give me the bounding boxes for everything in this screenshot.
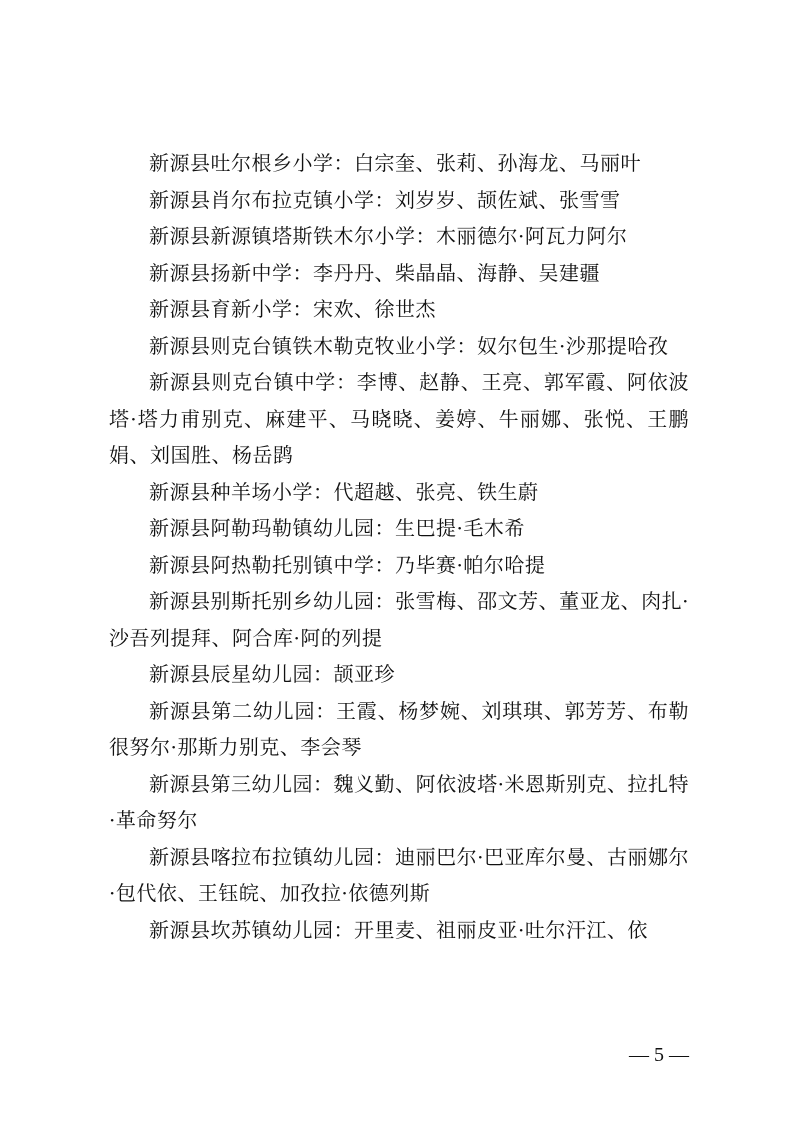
page-number: — 5 — bbox=[629, 1044, 689, 1066]
award-paragraph: 新源县种羊场小学：代超越、张亮、铁生蔚 bbox=[149, 479, 539, 504]
award-paragraph: 新源县辰星幼儿园：颉亚珍 bbox=[149, 662, 395, 686]
award-paragraph: 新源县则克台镇中学：李博、赵静、王亮、郭军霞、阿依波塔·塔力甫别克、麻建平、马晓晓、姜婷、牛丽娜、张悦、王鹏娟、刘国胜、杨岳鹍 bbox=[109, 370, 689, 467]
award-paragraph: 新源县别斯托别乡幼儿园：张雪梅、邵文芳、董亚龙、肉扎·沙吾列提拜、阿合库·阿的列提 bbox=[109, 589, 689, 650]
award-paragraph: 新源县第三幼儿园：魏义勤、阿依波塔·米恩斯别克、拉扎特·革命努尔 bbox=[109, 771, 689, 832]
award-paragraph: 新源县喀拉布拉镇幼儿园：迪丽巴尔·巴亚库尔曼、古丽娜尔·包代依、王钰皖、加孜拉·依德列斯 bbox=[109, 844, 689, 905]
award-paragraph: 新源县坎苏镇幼儿园：开里麦、祖丽皮亚·吐尔汗江、依 bbox=[149, 917, 648, 942]
award-paragraph: 新源县育新小学：宋欢、徐世杰 bbox=[149, 297, 436, 321]
document-body bbox=[109, 145, 689, 948]
award-paragraph: 新源县阿勒玛勒镇幼儿园：生巴提·毛木希 bbox=[149, 516, 525, 540]
award-paragraph: 新源县肖尔布拉克镇小学：刘岁岁、颉佐斌、张雪雪 bbox=[149, 187, 621, 212]
award-paragraph: 新源县阿热勒托别镇中学：乃毕赛·帕尔哈提 bbox=[149, 552, 546, 577]
award-paragraph: 新源县第二幼儿园：王霞、杨梦婉、刘琪琪、郭芳芳、布勒很努尔·那斯力别克、李会琴 bbox=[109, 698, 689, 759]
award-paragraph: 新源县新源镇塔斯铁木尔小学：木丽德尔·阿瓦力阿尔 bbox=[149, 224, 628, 248]
award-paragraph: 新源县吐尔根乡小学：白宗奎、张莉、孙海龙、马丽叶 bbox=[149, 151, 641, 175]
award-paragraph: 新源县则克台镇铁木勒克牧业小学：奴尔包生·沙那提哈孜 bbox=[149, 333, 669, 358]
award-paragraph: 新源县扬新中学：李丹丹、柴晶晶、海静、吴建疆 bbox=[149, 260, 600, 285]
